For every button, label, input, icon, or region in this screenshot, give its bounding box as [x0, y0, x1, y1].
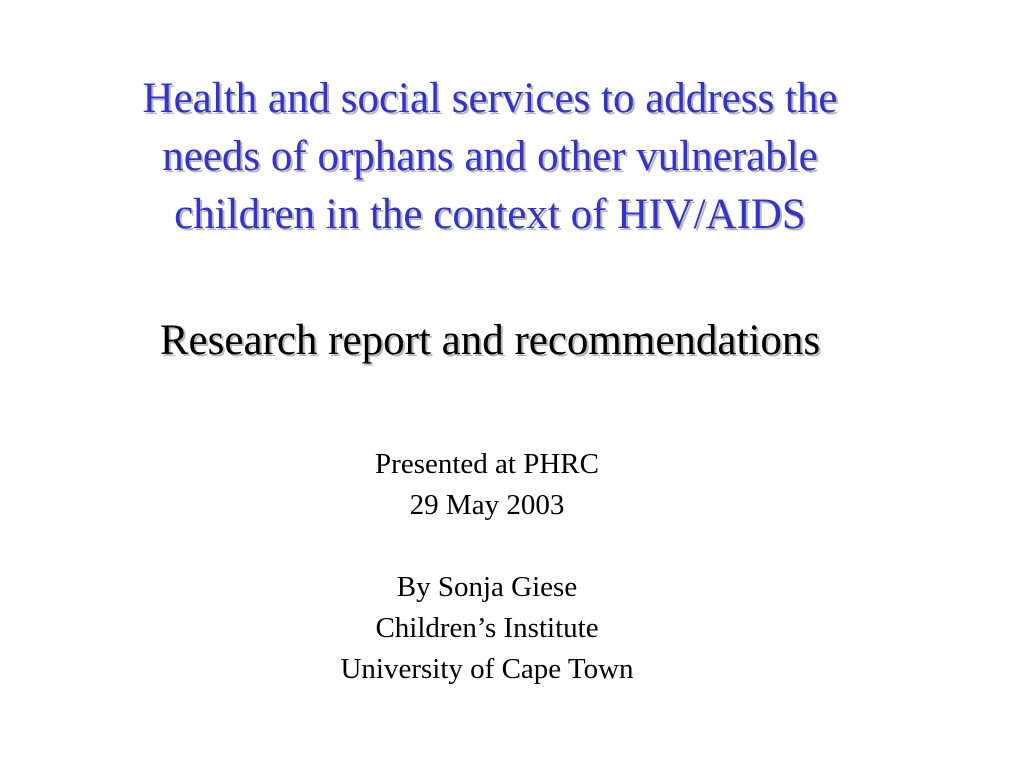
- title-line-1: Health and social services to address the: [142, 75, 838, 122]
- presentation-info: [287, 444, 687, 690]
- spacer: [287, 526, 687, 567]
- slide-subtitle: Research report and recommendations: [159, 317, 821, 364]
- title-line-3: children in the context of HIV/AIDS: [174, 191, 806, 238]
- presented-at-text: Presented at PHRC: [375, 448, 599, 480]
- title-line-2: needs of orphans and other vulnerable: [162, 133, 818, 180]
- slide-title: [40, 70, 940, 244]
- date-text: 29 May 2003: [409, 489, 565, 521]
- institute-text: Children’s Institute: [375, 612, 599, 644]
- author-text: By Sonja Giese: [396, 571, 578, 603]
- university-text: University of Cape Town: [340, 653, 634, 685]
